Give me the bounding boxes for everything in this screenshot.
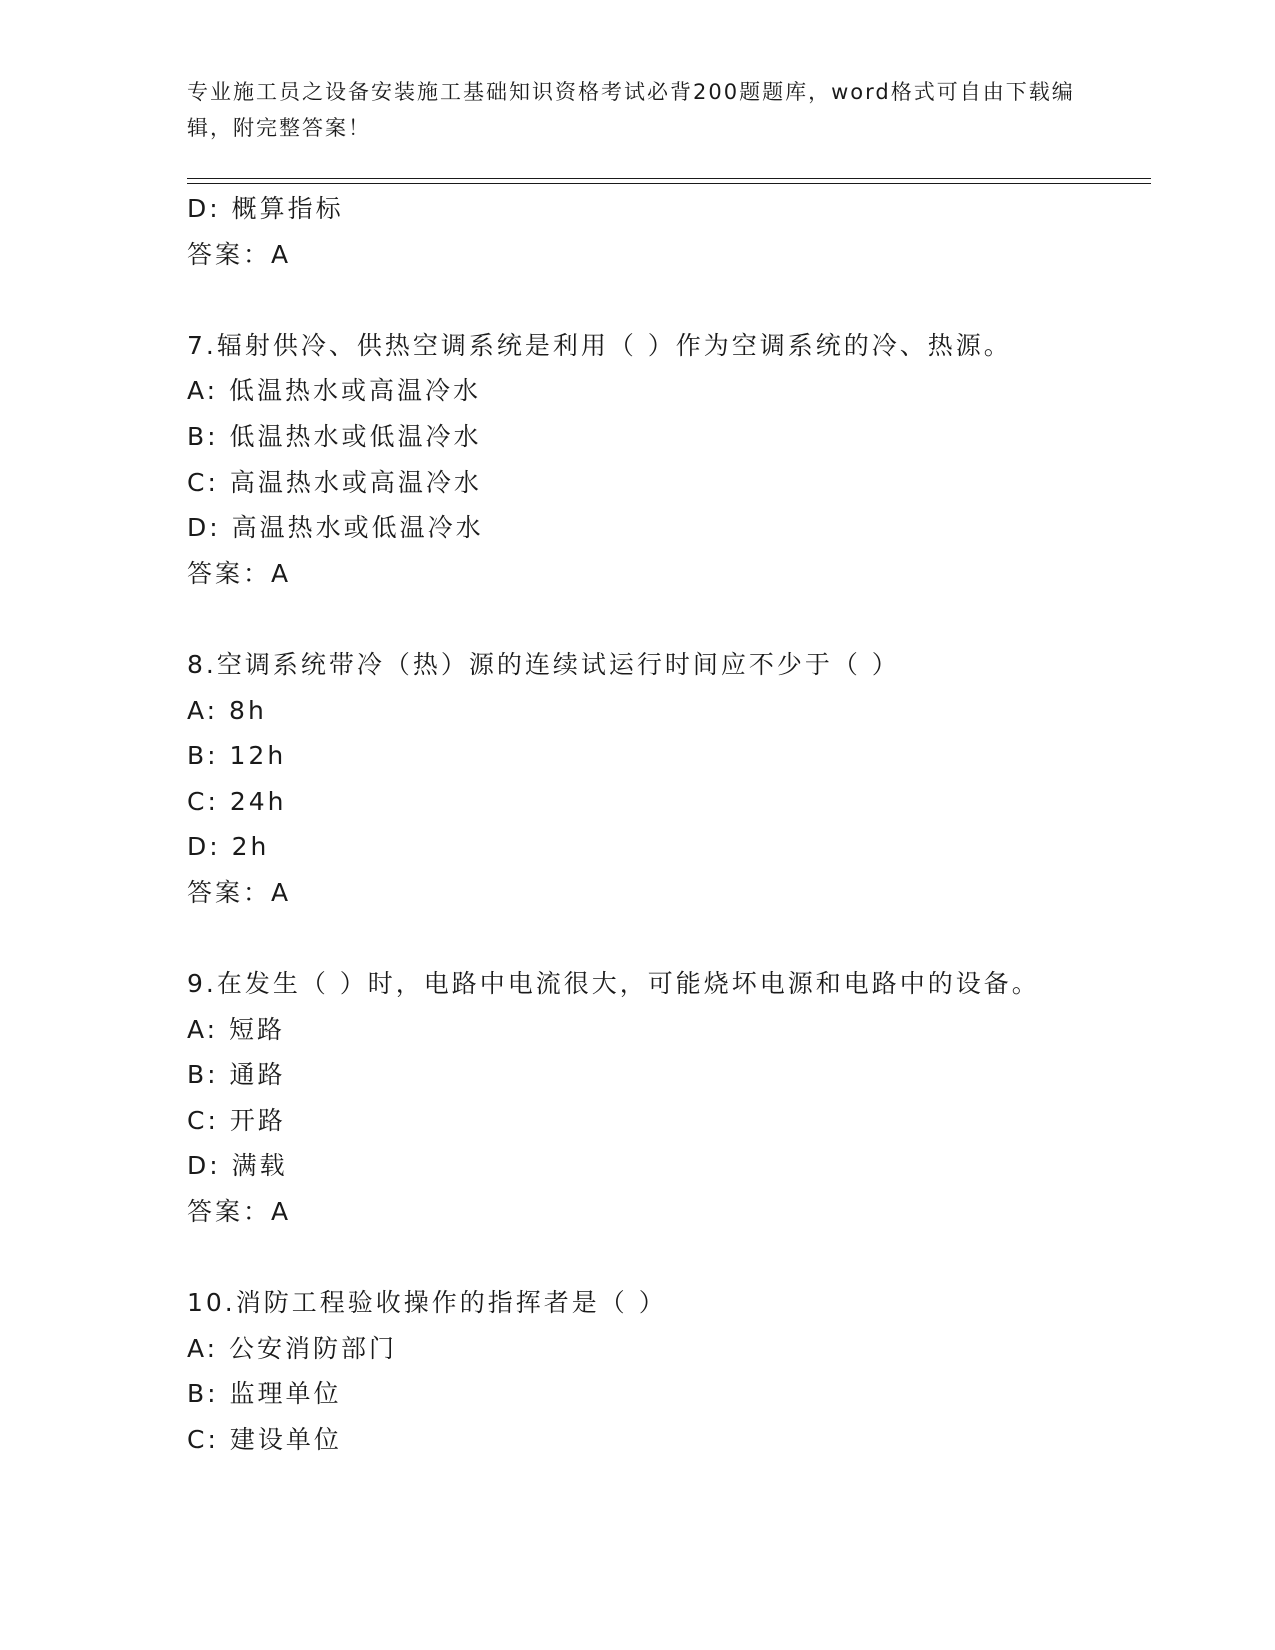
document-body bbox=[187, 186, 1147, 1463]
option-d: D: 高温热水或低温冷水 bbox=[187, 513, 484, 543]
option-a: A: 低温热水或高温冷水 bbox=[187, 376, 482, 406]
option-a: A: 公安消防部门 bbox=[187, 1333, 398, 1363]
option-a: A: 短路 bbox=[187, 1014, 286, 1044]
question-stem: 7.辐射供冷、供热空调系统是利用（ ）作为空调系统的冷、热源。 bbox=[187, 330, 1012, 360]
option-b: B: 低温热水或低温冷水 bbox=[187, 421, 482, 451]
option-c: C: 高温热水或高温冷水 bbox=[187, 467, 482, 497]
document-header: 专业施工员之设备安装施工基础知识资格考试必背200题题库，word格式可自由下载编辑，附完整答案！ bbox=[187, 80, 1075, 140]
question-stem: 10.消防工程验收操作的指挥者是（ ） bbox=[187, 1288, 667, 1318]
option-d-previous: D: 概算指标 bbox=[187, 194, 344, 223]
answer: 答案：A bbox=[187, 1197, 292, 1227]
option-d: D: 2h bbox=[187, 832, 270, 862]
option-a: A: 8h bbox=[187, 695, 267, 725]
option-b: B: 通路 bbox=[187, 1060, 286, 1090]
answer: 答案：A bbox=[187, 877, 292, 907]
header-divider-top bbox=[187, 178, 1151, 179]
option-d: D: 满载 bbox=[187, 1151, 288, 1181]
option-b: B: 12h bbox=[187, 741, 287, 771]
option-c: C: 建设单位 bbox=[187, 1425, 342, 1455]
question-7 bbox=[187, 323, 1147, 597]
question-8 bbox=[187, 642, 1147, 916]
option-c: C: 开路 bbox=[187, 1105, 286, 1135]
option-c: C: 24h bbox=[187, 786, 287, 816]
question-10 bbox=[187, 1280, 1147, 1462]
question-9 bbox=[187, 961, 1147, 1235]
answer-previous: 答案：A bbox=[187, 239, 292, 269]
header-divider-bottom bbox=[187, 183, 1151, 184]
question-stem: 9.在发生（ ）时，电路中电流很大，可能烧坏电源和电路中的设备。 bbox=[187, 969, 1040, 999]
option-b: B: 监理单位 bbox=[187, 1379, 342, 1409]
question-stem: 8.空调系统带冷（热）源的连续试运行时间应不少于（ ） bbox=[187, 649, 900, 679]
answer: 答案：A bbox=[187, 558, 292, 588]
